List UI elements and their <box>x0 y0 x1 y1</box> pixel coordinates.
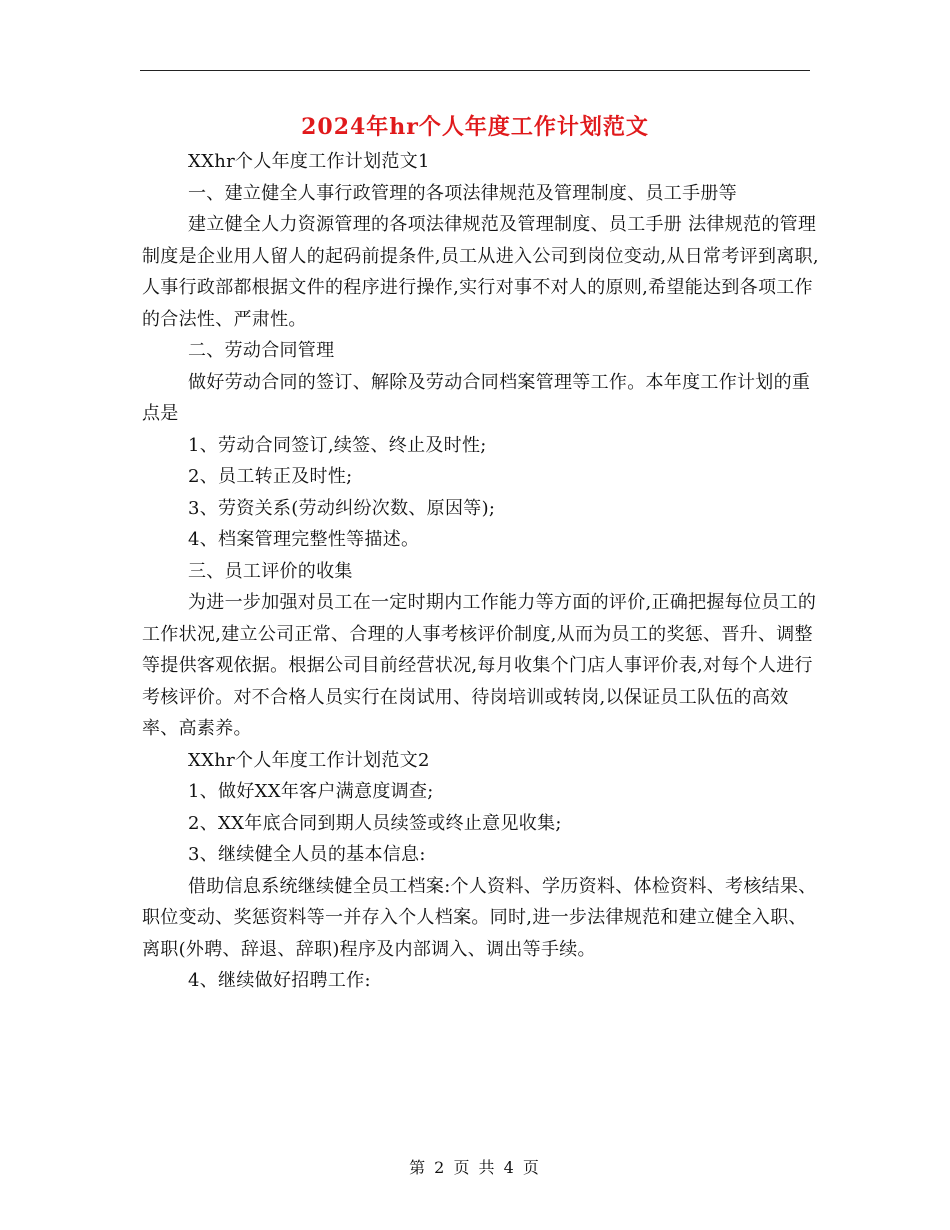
list-item: 4、档案管理完整性等描述。 <box>188 529 420 550</box>
paragraph: 建立健全人力资源管理的各项法律规范及管理制度、员工手册 法律规范的管理制度是企业用人留人的起码前提条件,员工从进入公司到岗位变动,从日常考评到离职,人事行政部都根据文件的程序进行操作,实行对事不对人的原则,希望能达到各项工作的合法性、严肃性。 <box>142 214 819 330</box>
document-body <box>142 146 822 997</box>
header-rule <box>140 70 810 71</box>
list-item: 1、劳动合同签订,续签、终止及时性; <box>188 434 487 456</box>
list-item: 2、XX年底合同到期人员续签或终止意见收集; <box>188 812 562 834</box>
paragraph: XXhr个人年度工作计划范文2 <box>188 749 430 771</box>
list-item: 4、继续做好招聘工作: <box>188 970 371 991</box>
paragraph: 三、员工评价的收集 <box>188 560 353 582</box>
list-item: 2、员工转正及时性; <box>188 466 353 487</box>
paragraph: 二、劳动合同管理 <box>188 340 335 361</box>
list-item: 3、劳资关系(劳动纠纷次数、原因等); <box>188 497 496 519</box>
paragraph: 借助信息系统继续健全员工档案:个人资料、学历资料、体检资料、考核结果、职位变动、奖惩资料等一并存入个人档案。同时,进一步法律规范和建立健全入职、离职(外聘、辞退、辞职)程序及内部调入、调出等手续。 <box>142 875 817 960</box>
paragraph: XXhr个人年度工作计划范文1 <box>188 151 430 172</box>
list-item: 3、继续健全人员的基本信息: <box>188 844 426 865</box>
paragraph: 做好劳动合同的签订、解除及劳动合同档案管理等工作。本年度工作计划的重点是 <box>142 371 811 424</box>
list-item: 1、做好XX年客户满意度调查; <box>188 781 434 802</box>
paragraph: 一、建立健全人事行政管理的各项法律规范及管理制度、员工手册等 <box>188 182 737 204</box>
paragraph: 为进一步加强对员工在一定时期内工作能力等方面的评价,正确把握每位员工的工作状况,建立公司正常、合理的人事考核评价制度,从而为员工的奖惩、晋升、调整等提供客观依据。根据公司目前经营状况,每月收集个门店人事评价表,对每个人进行考核评价。对不合格人员实行在岗试用、待岗培训或转岗,以保证员工队伍的高效率、高素养。 <box>142 592 817 739</box>
document-title: 2024年hr个人年度工作计划范文 <box>301 114 649 140</box>
page-footer: 第 2 页 共 4 页 <box>409 1158 541 1177</box>
